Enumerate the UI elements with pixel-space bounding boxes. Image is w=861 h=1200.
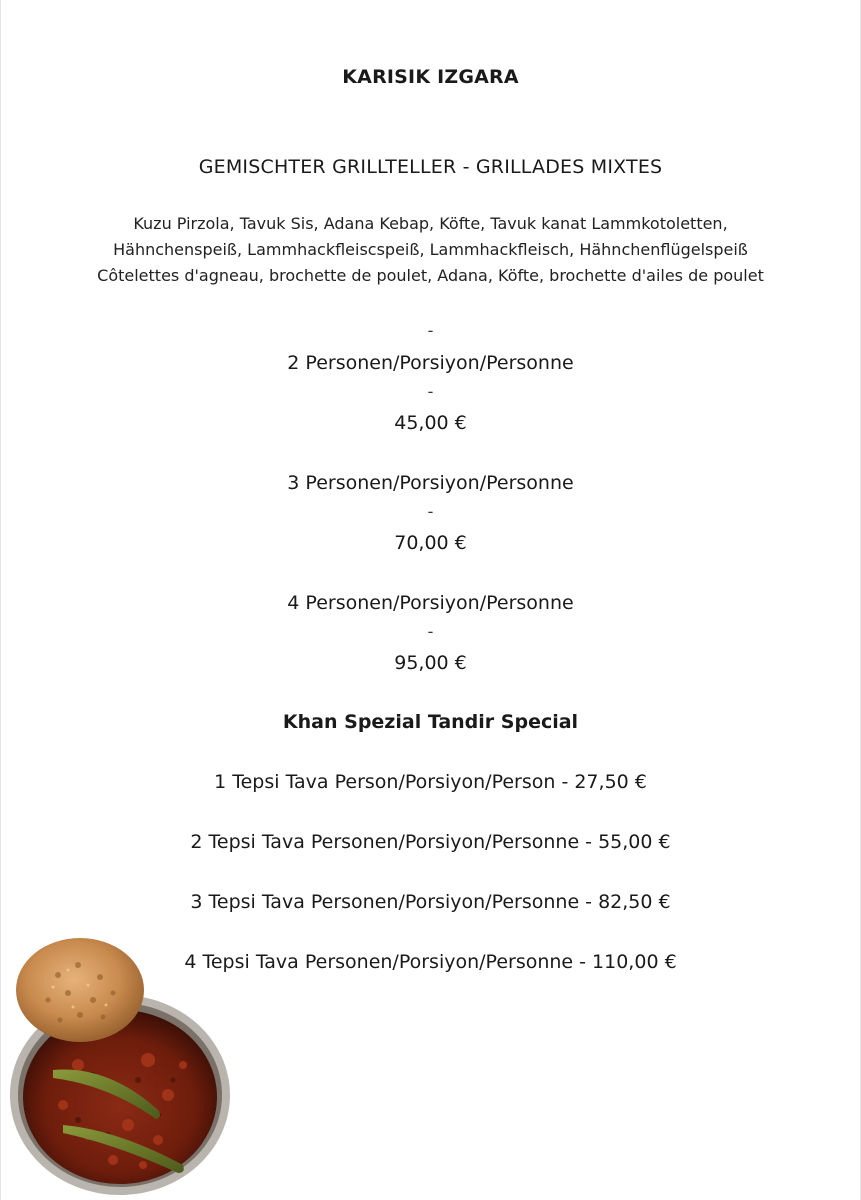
separator-dash: - [427,502,434,521]
portion-price: 70,00 € [394,532,467,554]
tandir-dish-icon [8,935,233,1197]
portion-label: 2 Personen/Porsiyon/Personne [287,352,574,374]
portion-price: 95,00 € [394,652,467,674]
separator-dash: - [427,321,434,340]
special-item: 1 Tepsi Tava Person/Porsiyon/Person - 27,50 € [214,771,647,793]
separator-dash: - [427,382,434,401]
special-title: Khan Spezial Tandir Special [282,711,579,733]
portion-label: 4 Personen/Porsiyon/Personne [287,592,574,614]
menu-description-line: Côtelettes d'agneau, brochette de poulet, Adana, Köfte, brochette d'ailes de poulet [97,266,764,285]
portion-label: 3 Personen/Porsiyon/Personne [287,472,574,494]
special-item: 3 Tepsi Tava Personen/Porsiyon/Personne - 82,50 € [190,891,671,913]
menu-description-line: Kuzu Pirzola, Tavuk Sis, Adana Kebap, Köfte, Tavuk kanat Lammkotoletten, [133,214,728,233]
menu-title: KARISIK IZGARA [342,66,519,88]
menu-subtitle: GEMISCHTER GRILLTELLER - GRILLADES MIXTES [198,156,663,178]
portion-price: 45,00 € [394,412,467,434]
separator-dash: - [427,622,434,641]
menu-description-line: Hähnchenspeiß, Lammhackfleiscspeiß, Lammhackfleisch, Hähnchenflügelspeiß [113,240,748,259]
special-item: 2 Tepsi Tava Personen/Porsiyon/Personne - 55,00 € [190,831,671,853]
special-item: 4 Tepsi Tava Personen/Porsiyon/Personne - 110,00 € [184,951,677,973]
